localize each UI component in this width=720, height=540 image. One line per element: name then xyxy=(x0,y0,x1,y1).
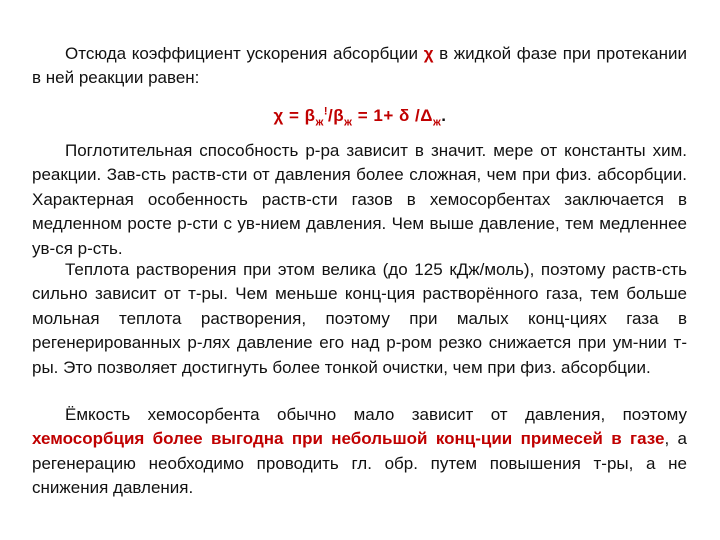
formula-slash2: / xyxy=(409,106,421,125)
chi-symbol: χ xyxy=(423,44,434,63)
paragraph-absorption-capacity: Поглотительная способность р-ра зависит в значит. мере от константы хим. реакции. Зав-сть раств-сти от давления более сложная, чем при физ. абсорбции. Характерная особенность раств-сти газов в хемосорбентах заключается в медленном росте р-сти с ув-нием давления. Чем выше давление, тем медленнее ув-ся р-сть. xyxy=(32,141,687,258)
paragraph-dissolution-heat: Теплота растворения при этом велика (до 125 кДж/моль), поэтому раств-сть сильно зависит от т-ры. Чем меньше конц-ция растворённого газа, тем больше мольная теплота растворения, поэтому при малых конц-циях газа в регенерированных р-лях давление его над р-ром резко снижается при ум-нии т-ры. Это позволяет достигнуть более тонкой очистки, чем при физ. абсорбции. xyxy=(32,260,687,377)
formula-chi: χ xyxy=(273,106,284,125)
paragraph-chemosorbent-capacity xyxy=(32,403,687,501)
formula-beta2-sub: ж xyxy=(344,116,353,129)
intro-text-after: в жидкой фазе при протекании в ней реакции равен: xyxy=(32,44,687,88)
formula-end: . xyxy=(441,106,447,125)
formula-Delta: Δ xyxy=(420,106,433,125)
formula xyxy=(0,105,720,127)
formula-eq1: = xyxy=(283,106,305,125)
formula-beta1-sup: ! xyxy=(323,105,329,118)
p3-text-before: Ёмкость хемосорбента обычно мало зависит от давления, поэтому xyxy=(65,405,687,424)
p3-highlight: хемосорбция более выгодна при небольшой конц-ции примесей в газе xyxy=(32,429,665,449)
formula-eq2: = 1+ xyxy=(352,106,399,125)
formula-Delta-sub: ж xyxy=(432,116,442,129)
p3-text-after: , а регенерацию необходимо проводить гл. обр. путем повышения т-ры, а не снижения давления. xyxy=(32,429,687,498)
formula-beta1-sub: ж xyxy=(315,116,324,129)
formula-delta: δ xyxy=(398,106,410,125)
formula-beta2: β xyxy=(333,106,345,125)
intro-text-before: Отсюда коэффициент ускорения абсорбции xyxy=(65,44,424,63)
formula-slash: / xyxy=(328,106,334,125)
intro-paragraph xyxy=(32,42,687,91)
formula-beta1: β xyxy=(304,106,316,125)
